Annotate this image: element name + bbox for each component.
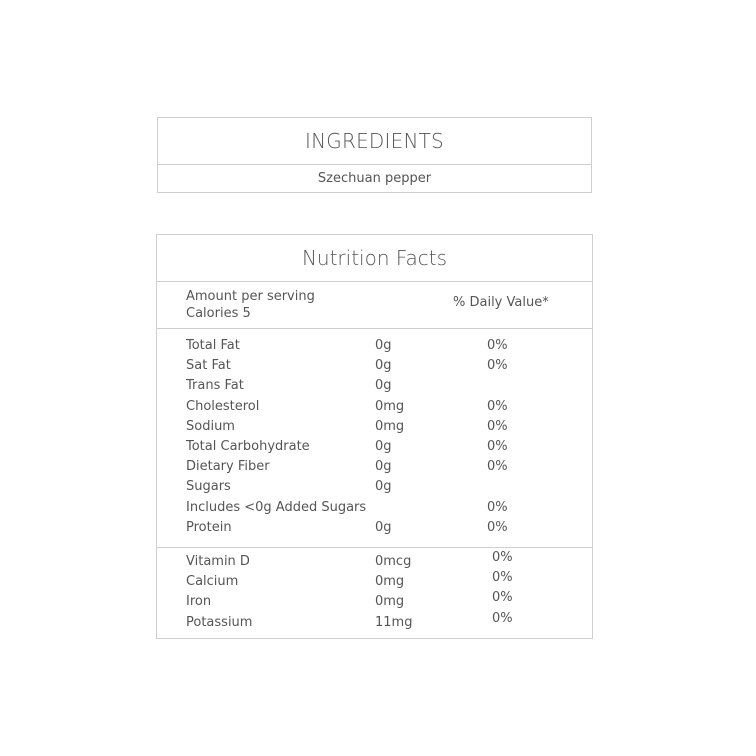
daily-value-header: % Daily Value* xyxy=(453,295,549,310)
nutrient-amount: 0g xyxy=(375,479,392,495)
nutrition-title: Nutrition Facts xyxy=(157,235,592,282)
vitamin-name: Vitamin D xyxy=(186,554,250,569)
nutrient-amount: 0mg xyxy=(375,398,405,414)
vitamin-amount: 11mg xyxy=(375,614,413,630)
nutrition-facts-panel xyxy=(156,234,593,639)
nutrient-row xyxy=(157,438,592,458)
vitamin-amount: 0mcg xyxy=(375,554,412,569)
nutrient-row xyxy=(157,519,592,539)
vitamin-row xyxy=(157,610,592,634)
nutrient-name: Sugars xyxy=(186,479,231,495)
vitamin-amount: 0mg xyxy=(375,574,405,590)
nutrient-row xyxy=(157,357,592,377)
vitamin-daily-value: 0% xyxy=(492,570,513,586)
nutrient-daily-value: 0% xyxy=(487,358,508,374)
nutrient-amount: 0g xyxy=(375,338,392,353)
vitamin-daily-value: 0% xyxy=(492,550,513,565)
nutrient-name: Cholesterol xyxy=(186,398,260,414)
nutrient-amount: 0g xyxy=(375,378,392,394)
serving-info xyxy=(157,282,592,329)
nutrient-row xyxy=(157,398,592,418)
nutrient-name: Trans Fat xyxy=(186,378,244,394)
nutrient-amount: 0mg xyxy=(375,418,405,434)
vitamin-name: Calcium xyxy=(186,574,239,590)
vitamin-row xyxy=(157,550,592,573)
vitamin-daily-value: 0% xyxy=(492,590,513,606)
nutrient-name: Includes <0g Added Sugars xyxy=(186,499,367,515)
vitamin-daily-value: 0% xyxy=(492,610,513,626)
calories-label: Calories 5 xyxy=(186,306,251,321)
nutrient-name: Protein xyxy=(186,519,232,535)
vitamin-list xyxy=(157,548,592,634)
vitamin-row xyxy=(157,570,592,593)
nutrient-name: Sodium xyxy=(186,418,235,434)
vitamin-name: Iron xyxy=(186,594,212,610)
ingredients-title: INGREDIENTS xyxy=(158,118,591,165)
nutrient-name: Sat Fat xyxy=(186,358,231,374)
nutrient-amount: 0g xyxy=(375,459,392,475)
nutrient-row xyxy=(157,418,592,438)
nutrient-daily-value: 0% xyxy=(487,398,508,414)
nutrient-amount: 0g xyxy=(375,358,392,374)
nutrient-row xyxy=(157,499,592,519)
vitamin-row xyxy=(157,590,592,613)
nutrient-amount: 0g xyxy=(375,519,392,535)
nutrient-name: Dietary Fiber xyxy=(186,459,270,475)
serving-label: Amount per serving xyxy=(186,289,315,304)
ingredients-list: Szechuan pepper xyxy=(317,171,432,186)
nutrient-daily-value: 0% xyxy=(487,459,508,475)
nutrient-row xyxy=(157,377,592,397)
nutrient-name: Total Fat xyxy=(186,338,240,353)
nutrient-row xyxy=(157,458,592,478)
nutrient-daily-value: 0% xyxy=(487,519,508,535)
ingredients-panel xyxy=(157,117,592,193)
vitamin-name: Potassium xyxy=(186,614,253,630)
vitamin-amount: 0mg xyxy=(375,594,405,610)
nutrient-daily-value: 0% xyxy=(487,499,508,515)
nutrient-list xyxy=(157,329,592,548)
nutrient-row xyxy=(157,478,592,498)
nutrient-daily-value: 0% xyxy=(487,418,508,434)
nutrient-name: Total Carbohydrate xyxy=(186,438,310,454)
nutrient-daily-value: 0% xyxy=(487,438,508,454)
nutrient-daily-value: 0% xyxy=(487,338,508,353)
nutrient-amount: 0g xyxy=(375,438,392,454)
nutrient-row xyxy=(157,337,592,357)
